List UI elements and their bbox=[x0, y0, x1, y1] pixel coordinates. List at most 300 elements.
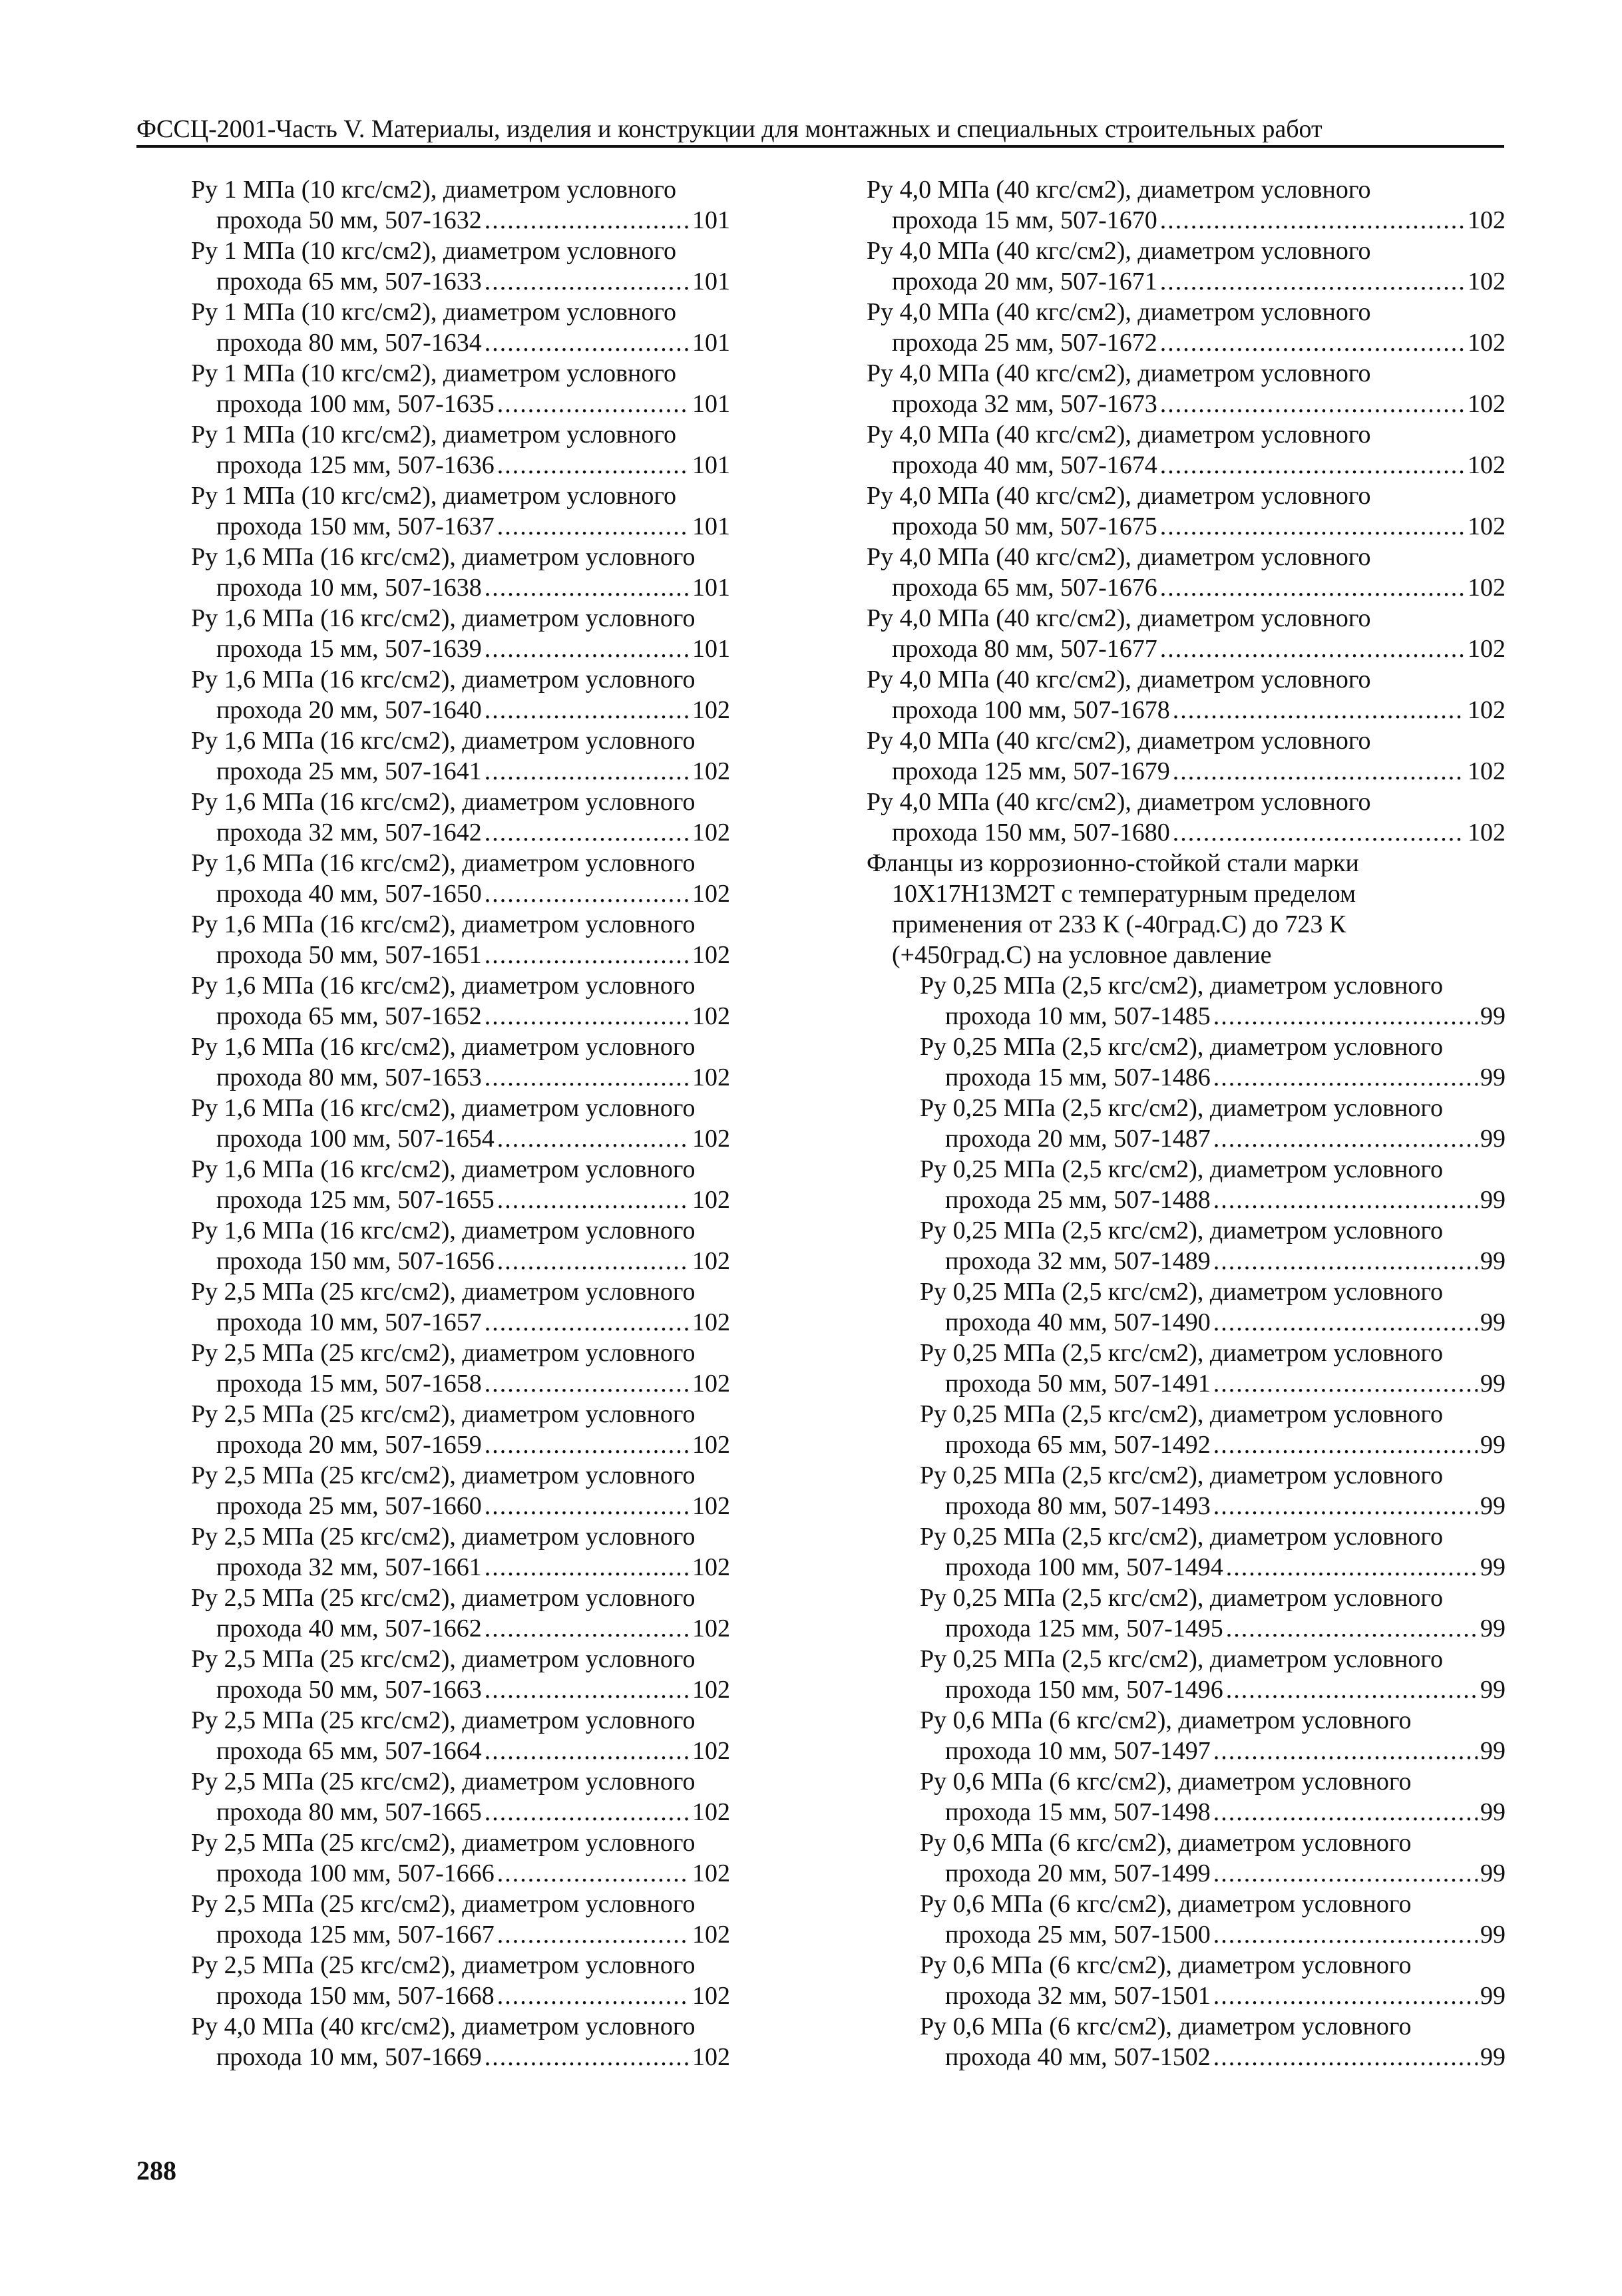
entry-detail-line bbox=[945, 1062, 1506, 1093]
index-entry bbox=[867, 725, 1506, 787]
entry-title: Ру 1,6 МПа (16 кгс/см2), диаметром условного bbox=[191, 604, 696, 632]
index-entry bbox=[867, 358, 1506, 419]
dot-leader bbox=[1213, 1858, 1478, 1889]
entry-detail: прохода 80 мм, 507-1493 bbox=[945, 1492, 1211, 1520]
dot-leader bbox=[1173, 756, 1465, 787]
entry-page-number: 101 bbox=[692, 574, 730, 602]
entry-detail-line bbox=[892, 205, 1506, 236]
entry-title: Ру 2,5 МПа (25 кгс/см2), диаметром условного bbox=[191, 1645, 696, 1673]
entry-page-number: 102 bbox=[692, 1186, 730, 1214]
dot-leader bbox=[497, 1246, 690, 1276]
entry-page-number: 102 bbox=[692, 1921, 730, 1949]
entry-page-number: 102 bbox=[692, 1859, 730, 1887]
dot-leader bbox=[1160, 450, 1465, 480]
index-entry bbox=[191, 1460, 730, 1521]
entry-title: Ру 1 МПа (10 кгс/см2), диаметром условного bbox=[191, 176, 677, 204]
index-entry bbox=[191, 1583, 730, 1644]
entry-page-number: 102 bbox=[1468, 512, 1506, 540]
entry-detail: прохода 25 мм, 507-1660 bbox=[216, 1492, 482, 1520]
entry-page-number: 99 bbox=[1480, 1615, 1506, 1642]
entry-detail: прохода 80 мм, 507-1677 bbox=[892, 635, 1157, 663]
entry-title: Ру 1 МПа (10 кгс/см2), диаметром условного bbox=[191, 359, 677, 387]
entry-detail: прохода 10 мм, 507-1485 bbox=[945, 1002, 1211, 1030]
index-entry bbox=[191, 848, 730, 909]
entry-title: Ру 1 МПа (10 кгс/см2), диаметром условного bbox=[191, 298, 677, 326]
entry-page-number: 99 bbox=[1480, 1002, 1506, 1030]
entry-detail: прохода 125 мм, 507-1679 bbox=[892, 757, 1170, 785]
entry-page-number: 99 bbox=[1480, 1553, 1506, 1581]
entry-detail: прохода 20 мм, 507-1659 bbox=[216, 1431, 482, 1459]
entry-detail-line bbox=[945, 2042, 1506, 2072]
entry-page-number: 102 bbox=[692, 1553, 730, 1581]
dot-leader bbox=[485, 1613, 690, 1644]
entry-detail: прохода 40 мм, 507-1490 bbox=[945, 1308, 1211, 1336]
section-heading-line: применения от 233 К (-40град.С) до 723 К bbox=[892, 910, 1346, 938]
dot-leader bbox=[1160, 205, 1465, 236]
dot-leader bbox=[485, 1062, 690, 1093]
entry-detail: прохода 50 мм, 507-1675 bbox=[892, 512, 1157, 540]
entry-detail-line bbox=[945, 1123, 1506, 1154]
entry-title: Ру 1,6 МПа (16 кгс/см2), диаметром условного bbox=[191, 788, 696, 816]
entry-title: Ру 2,5 МПа (25 кгс/см2), диаметром условного bbox=[191, 1890, 696, 1918]
entry-detail: прохода 150 мм, 507-1656 bbox=[216, 1247, 495, 1275]
index-entry bbox=[191, 174, 730, 236]
section-heading bbox=[867, 848, 1506, 970]
entry-detail: прохода 125 мм, 507-1636 bbox=[216, 451, 495, 479]
index-entry bbox=[191, 358, 730, 419]
entry-page-number: 101 bbox=[692, 329, 730, 357]
entry-detail-line bbox=[892, 756, 1506, 787]
index-entry bbox=[191, 970, 730, 1032]
entry-detail: прохода 20 мм, 507-1487 bbox=[945, 1125, 1211, 1153]
entry-page-number: 102 bbox=[692, 941, 730, 969]
entry-detail-line bbox=[216, 634, 730, 664]
index-entry bbox=[867, 236, 1506, 297]
entry-page-number: 102 bbox=[1468, 696, 1506, 724]
entry-page-number: 102 bbox=[692, 1308, 730, 1336]
dot-leader bbox=[1213, 1001, 1478, 1032]
entry-title: Ру 4,0 МПа (40 кгс/см2), диаметром условного bbox=[867, 359, 1371, 387]
index-entry bbox=[920, 1950, 1506, 2011]
entry-detail-line bbox=[216, 1981, 730, 2011]
entry-detail: прохода 40 мм, 507-1662 bbox=[216, 1615, 482, 1642]
entry-detail-line bbox=[216, 756, 730, 787]
entry-page-number: 102 bbox=[692, 1063, 730, 1091]
entry-detail-line bbox=[216, 572, 730, 603]
entry-detail-line bbox=[216, 1062, 730, 1093]
entry-page-number: 102 bbox=[692, 1125, 730, 1153]
entry-title: Ру 0,25 МПа (2,5 кгс/см2), диаметром условного bbox=[920, 1155, 1444, 1183]
entry-page-number: 102 bbox=[1468, 268, 1506, 295]
dot-leader bbox=[485, 327, 690, 358]
left-column bbox=[191, 174, 730, 2072]
entry-detail-line bbox=[945, 1797, 1506, 1827]
entry-page-number: 102 bbox=[1468, 819, 1506, 847]
entry-detail: прохода 20 мм, 507-1640 bbox=[216, 696, 482, 724]
entry-detail-line bbox=[216, 1001, 730, 1032]
entry-page-number: 101 bbox=[692, 512, 730, 540]
entry-title: Ру 2,5 МПа (25 кгс/см2), диаметром условного bbox=[191, 1951, 696, 1979]
entry-page-number: 101 bbox=[692, 206, 730, 234]
entry-detail-line bbox=[216, 817, 730, 848]
entry-detail: прохода 80 мм, 507-1653 bbox=[216, 1063, 482, 1091]
entry-detail: прохода 15 мм, 507-1486 bbox=[945, 1063, 1211, 1091]
entry-page-number: 102 bbox=[1468, 206, 1506, 234]
entry-page-number: 99 bbox=[1480, 1798, 1506, 1826]
entry-page-number: 102 bbox=[1468, 329, 1506, 357]
index-entry bbox=[191, 1399, 730, 1460]
dot-leader bbox=[1226, 1674, 1478, 1705]
entry-title: Ру 0,6 МПа (6 кгс/см2), диаметром условного bbox=[920, 1829, 1412, 1857]
entry-title: Ру 4,0 МПа (40 кгс/см2), диаметром условного bbox=[867, 788, 1371, 816]
entry-detail-line bbox=[216, 2042, 730, 2072]
entry-page-number: 102 bbox=[692, 2043, 730, 2071]
dot-leader bbox=[485, 940, 690, 970]
dot-leader bbox=[1160, 511, 1465, 542]
entry-detail: прохода 150 мм, 507-1496 bbox=[945, 1676, 1223, 1704]
index-entry bbox=[920, 1827, 1506, 1889]
index-entry bbox=[920, 2011, 1506, 2072]
entry-detail-line bbox=[216, 1368, 730, 1399]
entry-page-number: 102 bbox=[692, 1002, 730, 1030]
dot-leader bbox=[1213, 1919, 1478, 1950]
entry-detail: прохода 32 мм, 507-1501 bbox=[945, 1982, 1211, 2010]
section-entries bbox=[920, 970, 1506, 2072]
entry-detail-line bbox=[892, 327, 1506, 358]
entry-title: Ру 0,6 МПа (6 кгс/см2), диаметром условного bbox=[920, 1890, 1412, 1918]
index-entry bbox=[191, 1032, 730, 1093]
dot-leader bbox=[1213, 1797, 1478, 1827]
entry-detail: прохода 40 мм, 507-1650 bbox=[216, 880, 482, 908]
entry-page-number: 102 bbox=[1468, 390, 1506, 418]
entry-detail: прохода 25 мм, 507-1672 bbox=[892, 329, 1157, 357]
entry-detail-line bbox=[216, 878, 730, 909]
index-entry bbox=[191, 1215, 730, 1276]
entry-page-number: 99 bbox=[1480, 1370, 1506, 1398]
entry-detail-line bbox=[216, 1736, 730, 1766]
entry-detail: прохода 100 мм, 507-1666 bbox=[216, 1859, 495, 1887]
entry-detail: прохода 40 мм, 507-1502 bbox=[945, 2043, 1211, 2071]
dot-leader bbox=[1160, 389, 1465, 419]
index-entry bbox=[191, 1521, 730, 1583]
dot-leader bbox=[1213, 1430, 1478, 1460]
entry-title: Ру 0,6 МПа (6 кгс/см2), диаметром условного bbox=[920, 1706, 1412, 1734]
index-entry bbox=[867, 664, 1506, 725]
entry-page-number: 99 bbox=[1480, 1921, 1506, 1949]
entry-detail: прохода 10 мм, 507-1638 bbox=[216, 574, 482, 602]
entry-detail-line bbox=[945, 1185, 1506, 1215]
header-rule bbox=[136, 145, 1504, 148]
index-entry bbox=[920, 1276, 1506, 1338]
entry-page-number: 102 bbox=[692, 1615, 730, 1642]
entry-title: Ру 1,6 МПа (16 кгс/см2), диаметром условного bbox=[191, 849, 696, 877]
index-entry bbox=[191, 297, 730, 358]
entry-title: Ру 4,0 МПа (40 кгс/см2), диаметром условного bbox=[867, 727, 1371, 755]
entry-detail-line bbox=[945, 1430, 1506, 1460]
entry-detail-line bbox=[945, 1368, 1506, 1399]
entry-title: Ру 4,0 МПа (40 кгс/см2), диаметром условного bbox=[867, 604, 1371, 632]
index-entry bbox=[920, 970, 1506, 1032]
entry-detail-line bbox=[216, 1430, 730, 1460]
entry-title: Ру 4,0 МПа (40 кгс/см2), диаметром условного bbox=[867, 421, 1371, 449]
entry-detail-line bbox=[945, 1736, 1506, 1766]
entry-detail: прохода 20 мм, 507-1671 bbox=[892, 268, 1157, 295]
entry-detail: прохода 25 мм, 507-1641 bbox=[216, 757, 482, 785]
index-entry bbox=[920, 1583, 1506, 1644]
entry-title: Ру 1,6 МПа (16 кгс/см2), диаметром условного bbox=[191, 1155, 696, 1183]
entry-page-number: 99 bbox=[1480, 1186, 1506, 1214]
entry-title: Ру 0,25 МПа (2,5 кгс/см2), диаметром условного bbox=[920, 1033, 1444, 1061]
index-entry bbox=[920, 1154, 1506, 1215]
entry-detail: прохода 125 мм, 507-1655 bbox=[216, 1186, 495, 1214]
entry-title: Ру 1,6 МПа (16 кгс/см2), диаметром условного bbox=[191, 1217, 696, 1244]
entry-title: Ру 1,6 МПа (16 кгс/см2), диаметром условного bbox=[191, 666, 696, 693]
index-entry bbox=[920, 1032, 1506, 1093]
index-entry bbox=[920, 1521, 1506, 1583]
entry-title: Ру 0,25 МПа (2,5 кгс/см2), диаметром условного bbox=[920, 1523, 1444, 1551]
entry-page-number: 99 bbox=[1480, 1859, 1506, 1887]
dot-leader bbox=[485, 1430, 690, 1460]
entry-title: Ру 0,25 МПа (2,5 кгс/см2), диаметром условного bbox=[920, 1400, 1444, 1428]
entry-detail-line bbox=[216, 1919, 730, 1950]
entry-detail: прохода 80 мм, 507-1665 bbox=[216, 1798, 482, 1826]
running-header: ФССЦ-2001-Часть V. Материалы, изделия и конструкции для монтажных и специальных строительных работ bbox=[136, 115, 1322, 143]
dot-leader bbox=[1213, 1981, 1478, 2011]
entry-title: Ру 0,25 МПа (2,5 кгс/см2), диаметром условного bbox=[920, 1339, 1444, 1367]
index-entry bbox=[191, 1766, 730, 1827]
entry-detail-line bbox=[945, 1858, 1506, 1889]
entry-detail: прохода 125 мм, 507-1667 bbox=[216, 1921, 495, 1949]
dot-leader bbox=[497, 1919, 690, 1950]
entry-detail: прохода 25 мм, 507-1488 bbox=[945, 1186, 1211, 1214]
entry-page-number: 102 bbox=[692, 1798, 730, 1826]
entry-page-number: 102 bbox=[1468, 635, 1506, 663]
entry-detail: прохода 65 мм, 507-1492 bbox=[945, 1431, 1211, 1459]
entry-page-number: 101 bbox=[692, 451, 730, 479]
entry-page-number: 99 bbox=[1480, 1247, 1506, 1275]
entry-title: Ру 0,6 МПа (6 кгс/см2), диаметром условного bbox=[920, 1768, 1412, 1796]
entry-page-number: 99 bbox=[1480, 1492, 1506, 1520]
dot-leader bbox=[1213, 2042, 1478, 2072]
dot-leader bbox=[1160, 634, 1465, 664]
dot-leader bbox=[1213, 1491, 1478, 1521]
entry-detail: прохода 15 мм, 507-1658 bbox=[216, 1370, 482, 1398]
entry-title: Ру 0,6 МПа (6 кгс/см2), диаметром условного bbox=[920, 2012, 1412, 2040]
entry-detail-line bbox=[945, 1001, 1506, 1032]
index-entry bbox=[191, 2011, 730, 2072]
dot-leader bbox=[497, 389, 690, 419]
index-entry bbox=[867, 787, 1506, 848]
entry-detail-line bbox=[216, 266, 730, 297]
entry-detail-line bbox=[945, 1552, 1506, 1583]
dot-leader bbox=[485, 2042, 690, 2072]
dot-leader bbox=[497, 1858, 690, 1889]
entry-detail: прохода 65 мм, 507-1664 bbox=[216, 1737, 482, 1765]
dot-leader bbox=[1213, 1185, 1478, 1215]
entry-detail: прохода 65 мм, 507-1676 bbox=[892, 574, 1157, 602]
dot-leader bbox=[485, 817, 690, 848]
entry-detail-line bbox=[892, 389, 1506, 419]
entry-page-number: 102 bbox=[692, 757, 730, 785]
entry-title: Ру 1,6 МПа (16 кгс/см2), диаметром условного bbox=[191, 727, 696, 755]
entry-page-number: 99 bbox=[1480, 1431, 1506, 1459]
entry-title: Ру 2,5 МПа (25 кгс/см2), диаметром условного bbox=[191, 1829, 696, 1857]
entry-title: Ру 0,25 МПа (2,5 кгс/см2), диаметром условного bbox=[920, 1645, 1444, 1673]
entry-detail: прохода 50 мм, 507-1663 bbox=[216, 1676, 482, 1704]
section-heading-line: (+450град.С) на условное давление bbox=[892, 941, 1272, 969]
index-entry bbox=[191, 725, 730, 787]
dot-leader bbox=[485, 1674, 690, 1705]
dot-leader bbox=[485, 1001, 690, 1032]
entry-page-number: 102 bbox=[692, 819, 730, 847]
entry-title: Ру 1 МПа (10 кгс/см2), диаметром условного bbox=[191, 482, 677, 510]
entry-page-number: 101 bbox=[692, 268, 730, 295]
index-entry bbox=[191, 236, 730, 297]
entry-title: Ру 4,0 МПа (40 кгс/см2), диаметром условного bbox=[867, 298, 1371, 326]
entry-detail-line bbox=[216, 389, 730, 419]
dot-leader bbox=[1160, 572, 1465, 603]
index-entry bbox=[920, 1399, 1506, 1460]
entry-detail-line bbox=[216, 1797, 730, 1827]
index-entry bbox=[867, 419, 1506, 480]
entry-detail-line bbox=[892, 817, 1506, 848]
index-entry bbox=[920, 1705, 1506, 1766]
index-entry bbox=[191, 787, 730, 848]
dot-leader bbox=[485, 1368, 690, 1399]
index-entry bbox=[867, 480, 1506, 542]
dot-leader bbox=[485, 1491, 690, 1521]
entry-detail-line bbox=[945, 1307, 1506, 1338]
entry-title: Ру 1,6 МПа (16 кгс/см2), диаметром условного bbox=[191, 910, 696, 938]
index-entry bbox=[191, 1950, 730, 2011]
index-entry bbox=[920, 1093, 1506, 1154]
index-entry bbox=[191, 909, 730, 970]
entry-detail-line bbox=[892, 266, 1506, 297]
dot-leader bbox=[1213, 1736, 1478, 1766]
entry-page-number: 102 bbox=[692, 1492, 730, 1520]
entry-detail-line bbox=[216, 1246, 730, 1276]
entry-detail-line bbox=[892, 450, 1506, 480]
entry-detail: прохода 15 мм, 507-1670 bbox=[892, 206, 1157, 234]
entry-page-number: 99 bbox=[1480, 1308, 1506, 1336]
entry-title: Ру 0,6 МПа (6 кгс/см2), диаметром условного bbox=[920, 1951, 1412, 1979]
dot-leader bbox=[1213, 1368, 1478, 1399]
entry-title: Ру 2,5 МПа (25 кгс/см2), диаметром условного bbox=[191, 1584, 696, 1612]
index-entry bbox=[920, 1338, 1506, 1399]
index-entry bbox=[867, 542, 1506, 603]
index-entry bbox=[191, 1154, 730, 1215]
entry-detail-line bbox=[216, 1307, 730, 1338]
entry-page-number: 101 bbox=[692, 390, 730, 418]
entry-detail-line bbox=[216, 940, 730, 970]
entry-title: Ру 4,0 МПа (40 кгс/см2), диаметром условного bbox=[191, 2012, 696, 2040]
index-entry bbox=[191, 603, 730, 664]
entry-detail-line bbox=[945, 1919, 1506, 1950]
entry-detail-line bbox=[892, 572, 1506, 603]
dot-leader bbox=[497, 1185, 690, 1215]
index-entry bbox=[191, 664, 730, 725]
entry-detail: прохода 10 мм, 507-1657 bbox=[216, 1308, 482, 1336]
entry-title: Ру 2,5 МПа (25 кгс/см2), диаметром условного bbox=[191, 1339, 696, 1367]
index-entry bbox=[191, 1338, 730, 1399]
dot-leader bbox=[485, 1307, 690, 1338]
entry-detail-line bbox=[216, 1552, 730, 1583]
entry-title: Ру 1,6 МПа (16 кгс/см2), диаметром условного bbox=[191, 543, 696, 571]
entry-detail-line bbox=[216, 205, 730, 236]
dot-leader bbox=[1226, 1552, 1478, 1583]
entry-detail-line bbox=[216, 695, 730, 725]
dot-leader bbox=[497, 1981, 690, 2011]
entry-detail-line bbox=[216, 1674, 730, 1705]
entry-detail: прохода 50 мм, 507-1651 bbox=[216, 941, 482, 969]
entry-title: Ру 0,25 МПа (2,5 кгс/см2), диаметром условного bbox=[920, 1094, 1444, 1122]
dot-leader bbox=[1226, 1613, 1478, 1644]
entry-detail: прохода 150 мм, 507-1637 bbox=[216, 512, 495, 540]
entry-detail-line bbox=[892, 511, 1506, 542]
entry-detail-line bbox=[892, 695, 1506, 725]
index-entry bbox=[920, 1644, 1506, 1705]
entry-page-number: 102 bbox=[692, 1431, 730, 1459]
entry-title: Ру 4,0 МПа (40 кгс/см2), диаметром условного bbox=[867, 666, 1371, 693]
dot-leader bbox=[1213, 1246, 1478, 1276]
entry-detail-line bbox=[945, 1981, 1506, 2011]
dot-leader bbox=[1160, 327, 1465, 358]
entry-page-number: 102 bbox=[692, 1676, 730, 1704]
dot-leader bbox=[485, 756, 690, 787]
entry-title: Ру 1,6 МПа (16 кгс/см2), диаметром условного bbox=[191, 972, 696, 1000]
entry-detail-line bbox=[892, 634, 1506, 664]
index-entry bbox=[920, 1889, 1506, 1950]
entry-detail: прохода 10 мм, 507-1669 bbox=[216, 2043, 482, 2071]
index-entry bbox=[920, 1215, 1506, 1276]
entry-detail: прохода 50 мм, 507-1491 bbox=[945, 1370, 1211, 1398]
entry-title: Ру 2,5 МПа (25 кгс/см2), диаметром условного bbox=[191, 1400, 696, 1428]
entry-title: Ру 0,25 МПа (2,5 кгс/см2), диаметром условного bbox=[920, 1584, 1444, 1612]
right-column bbox=[867, 174, 1506, 2072]
entry-detail-line bbox=[945, 1613, 1506, 1644]
index-entry bbox=[191, 1827, 730, 1889]
index-entry bbox=[867, 297, 1506, 358]
entry-title: Ру 1 МПа (10 кгс/см2), диаметром условного bbox=[191, 237, 677, 265]
entry-page-number: 102 bbox=[692, 880, 730, 908]
dot-leader bbox=[485, 878, 690, 909]
entry-detail-line bbox=[216, 1613, 730, 1644]
section-heading-line: 10Х17Н13М2Т с температурным пределом bbox=[892, 880, 1356, 908]
entry-page-number: 101 bbox=[692, 635, 730, 663]
dot-leader bbox=[1213, 1062, 1478, 1093]
entry-detail: прохода 32 мм, 507-1661 bbox=[216, 1553, 482, 1581]
dot-leader bbox=[1213, 1307, 1478, 1338]
entry-page-number: 99 bbox=[1480, 2043, 1506, 2071]
entry-detail: прохода 150 мм, 507-1668 bbox=[216, 1982, 495, 2010]
entry-title: Ру 1,6 МПа (16 кгс/см2), диаметром условного bbox=[191, 1094, 696, 1122]
dot-leader bbox=[485, 1736, 690, 1766]
entry-title: Ру 2,5 МПа (25 кгс/см2), диаметром условного bbox=[191, 1278, 696, 1306]
entry-detail-line bbox=[216, 450, 730, 480]
entry-page-number: 102 bbox=[692, 1737, 730, 1765]
dot-leader bbox=[497, 511, 690, 542]
entry-detail-line bbox=[216, 1123, 730, 1154]
entry-title: Ру 0,25 МПа (2,5 кгс/см2), диаметром условного bbox=[920, 1217, 1444, 1244]
right-column-entries bbox=[867, 174, 1506, 848]
entry-title: Ру 0,25 МПа (2,5 кгс/см2), диаметром условного bbox=[920, 1461, 1444, 1489]
entry-title: Ру 4,0 МПа (40 кгс/см2), диаметром условного bbox=[867, 176, 1371, 204]
dot-leader bbox=[1160, 266, 1465, 297]
entry-detail-line bbox=[945, 1246, 1506, 1276]
entry-page-number: 99 bbox=[1480, 1676, 1506, 1704]
dot-leader bbox=[485, 572, 690, 603]
entry-detail-line bbox=[945, 1674, 1506, 1705]
